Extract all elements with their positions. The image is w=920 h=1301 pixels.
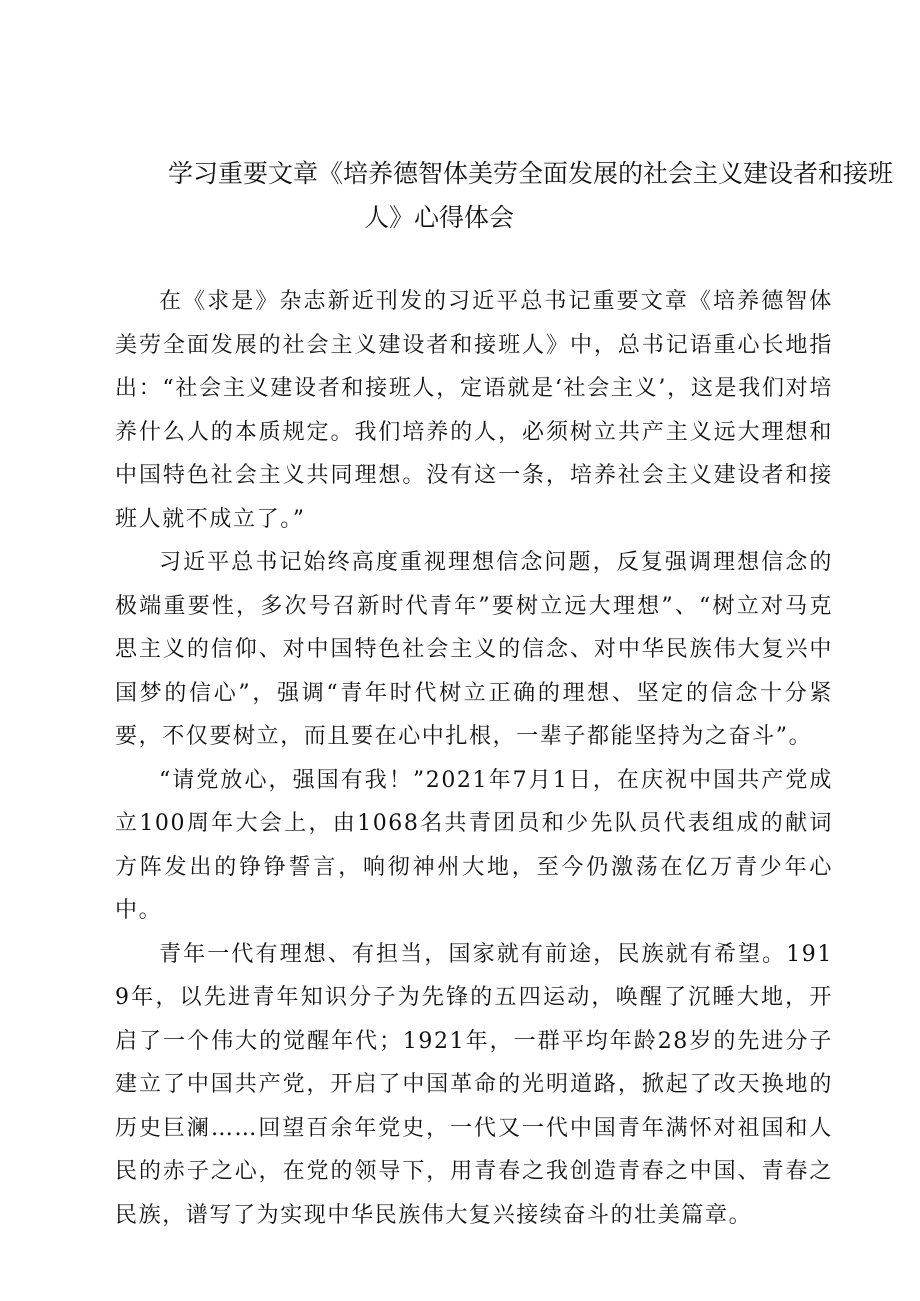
paragraph-3: “请党放心，强国有我！”2021年7月1日，在庆祝中国共产党成立100周年大会上，由1068名共青团员和少先队员代表组成的献词方阵发出的铮铮誓言，响彻神州大地，至今仍激荡在亿万青少年心中。 [115,767,833,923]
paragraph-4: 青年一代有理想、有担当，国家就有前途，民族就有希望。1919年，以先进青年知识分子为先锋的五四运动，唤醒了沉睡大地，开启了一个伟大的觉醒年代；1921年，一群平均年龄28岁的先进分子建立了中国共产党，开启了中国革命的光明道路，掀起了改天换地的历史巨澜……回望百余年党史，一代又一代中国青年满怀对祖国和人民的赤子之心，在党的领导下，用青春之我创造青春之中国、青春之民族，谱写了为实现中华民族伟大复兴接续奋斗的壮美篇章。 [115,941,833,1228]
document-title [168,152,894,240]
paragraph-1: 在《求是》杂志新近刊发的习近平总书记重要文章《培养德智体美劳全面发展的社会主义建设者和接班人》中，总书记语重心长地指出：“社会主义建设者和接班人，定语就是‘社会主义’，这是我们对培养什么人的本质规定。我们培养的人，必须树立共产主义远大理想和中国特色社会主义共同理想。没有这一条，培养社会主义建设者和接班人就不成立了。” [115,289,833,532]
document-body [115,280,833,1237]
title-line-1: 学习重要文章《培养德智体美劳全面发展的社会主义建设者和接班 [168,159,894,188]
title-line-2: 人》心得体会 [364,203,515,232]
paragraph-2: 习近平总书记始终高度重视理想信念问题，反复强调理想信念的极端重要性，多次号召新时代青年”要树立远大理想”、“树立对马克思主义的信仰、对中国特色社会主义的信念、对中华民族伟大复兴中国梦的信心”，强调“青年时代树立正确的理想、坚定的信念十分紧要，不仅要树立，而且要在心中扎根，一辈子都能坚持为之奋斗”。 [115,550,833,749]
